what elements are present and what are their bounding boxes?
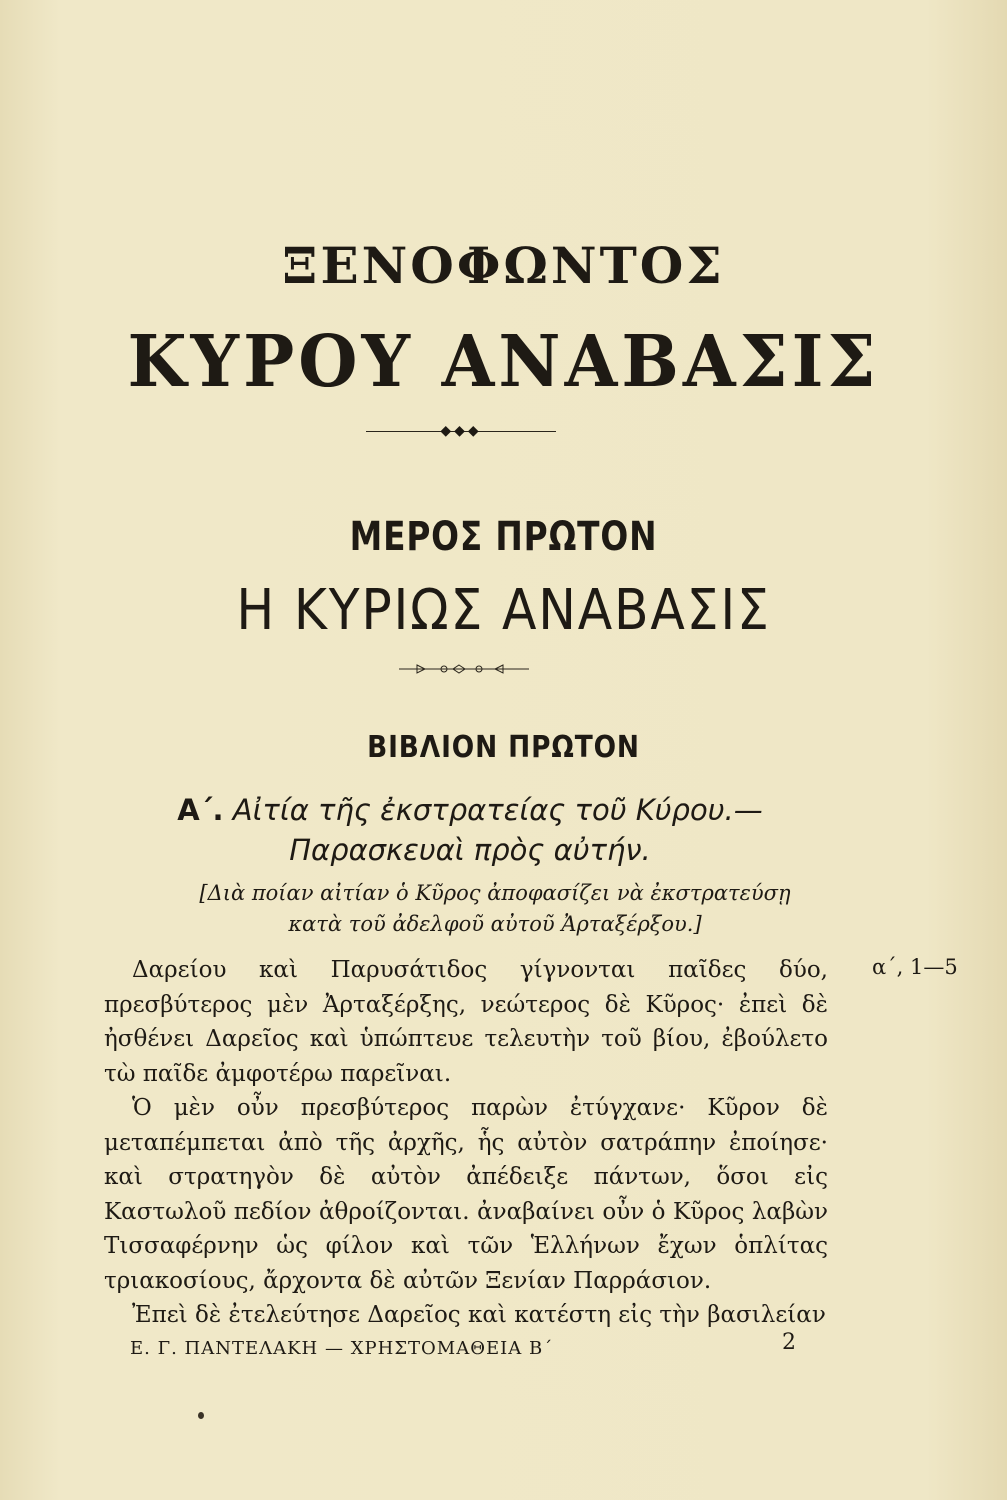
chapter-number: Α΄.: [177, 793, 224, 827]
chapter-heading: [100, 790, 840, 870]
book-label: ΒΙΒΛΙΟΝ ΠΡΩΤΟΝ: [367, 730, 640, 765]
divider-ornament: ◆◆◆: [440, 423, 482, 439]
chapter-summary: [Διὰ ποίαν αἰτίαν ὁ Κῦρος ἀποφασίζει νὰ ἐκστρατεύσῃ κατὰ τοῦ ἀδελφοῦ αὐτοῦ Ἀρταξέρξου.]: [199, 881, 791, 936]
main-text: [104, 953, 828, 1333]
ink-speck: [198, 1412, 204, 1419]
margin-reference: α΄, 1—5: [872, 955, 958, 979]
paragraph: Δαρείου καὶ Παρυσάτιδος γίγνονται παῖδες δύο, πρεσβύτερος μὲν Ἀρταξέρξης, νεώτερος δὲ Κῦρος· ἐπεὶ δὲ ἠσθένει Δαρεῖος καὶ ὑπώπτευε τελευτὴν τοῦ βίου, ἐβούλετο τὼ παῖδε ἀμφοτέρω παρεῖναι.: [104, 957, 828, 1087]
paragraph: Ἐπεὶ δὲ ἐτελεύτησε Δαρεῖος καὶ κατέστη εἰς τὴν βασιλείαν: [132, 1302, 826, 1328]
paragraph: Ὁ μὲν οὖν πρεσβύτερος παρὼν ἐτύγχανε· Κῦρον δὲ μεταπέμπεται ἀπὸ τῆς ἀρχῆς, ἧς αὐτὸν σατράπην ἐποίησε· καὶ στρατηγὸν δὲ αὐτὸν ἀπέδειξε πάντων, ὅσοι εἰς Καστωλοῦ πεδίον ἀθροίζονται. ἀναβαίνει οὖν ὁ Κῦρος λαβὼν Τισσαφέρνην ὡς φίλον καὶ τῶν Ἑλλήνων ἔχων ὁπλίτας τριακοσίους, ἄρχοντα δὲ αὐτῶν Ξενίαν Παρράσιον.: [104, 1095, 828, 1294]
page-number: 2: [782, 1330, 796, 1355]
ornamental-rule: [399, 662, 529, 676]
part-label: ΜΕΡΟΣ ΠΡΩΤΟΝ: [349, 514, 658, 560]
author-title: ΞΕΝΟΦΩΝΤΟΣ: [282, 236, 725, 295]
footer-signature: Ε. Γ. ΠΑΝΤΕΛΑΚΗ — ΧΡΗΣΤΟΜΑΘΕΙΑ Β΄: [130, 1338, 554, 1359]
chapter-heading-text: Αἰτία τῆς ἐκστρατείας τοῦ Κύρου.— Παρασκευαὶ πρὸς αὐτήν.: [232, 793, 763, 867]
part-subtitle: Η ΚΥΡΙΩΣ ΑΝΑΒΑΣΙΣ: [236, 578, 771, 643]
work-title: ΚΥΡΟΥ ΑΝΑΒΑΣΙΣ: [127, 320, 880, 404]
